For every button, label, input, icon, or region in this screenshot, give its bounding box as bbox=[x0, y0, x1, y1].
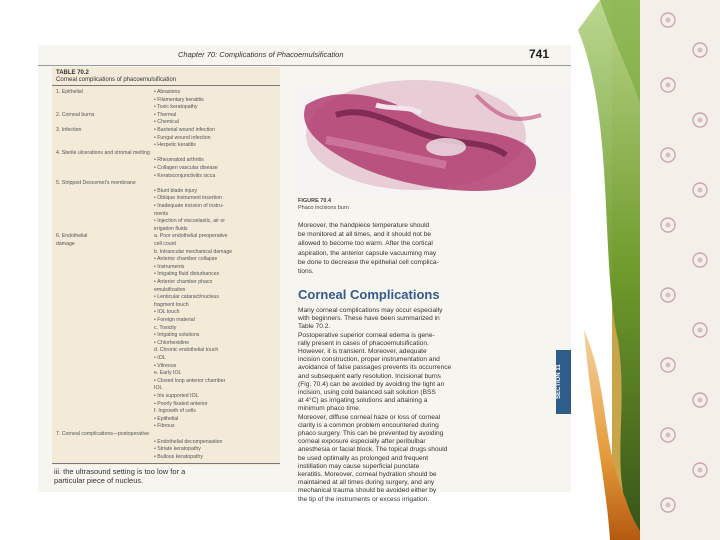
table-category: 7. Corneal complications—postoperative bbox=[56, 431, 150, 437]
table-category: 5. Stripped Descemet's membrane bbox=[56, 180, 136, 187]
table-item: • Chlorhexidine bbox=[154, 339, 189, 346]
table-item: • Anterior chamber collapse bbox=[154, 256, 218, 263]
section-heading: Corneal Complications bbox=[298, 287, 440, 302]
body-text-line: corneal exposure especially after peribulbar bbox=[298, 438, 426, 446]
table-item: • Closed loop anterior chamber bbox=[154, 377, 226, 384]
table-item: • Bacterial wound infection bbox=[154, 127, 215, 133]
table-item: • Chemical bbox=[154, 119, 179, 126]
table-rule-top bbox=[52, 85, 280, 86]
body-text-line: mechanical trauma should be avoided either by bbox=[298, 487, 437, 495]
table-item: • Injection of viscoelastic, air or bbox=[154, 218, 226, 225]
body-text-line: at 4°C) as irrigating solutions and attaining a bbox=[298, 397, 428, 405]
table-item: • Rheumatoid arthritis bbox=[154, 157, 204, 164]
table-item: • Endothelial decompensation bbox=[154, 438, 223, 445]
table-item: c. Toxicity bbox=[154, 324, 177, 331]
table-category: damage bbox=[56, 241, 75, 247]
table-category: 3. Infection bbox=[56, 127, 82, 133]
table-item: • Keratoconjunctivitis sicca bbox=[154, 172, 216, 179]
chapter-title: Chapter 70: Complications of Phacoemulsification bbox=[178, 50, 344, 59]
body-text-line: phaco surgery. This can be prevented by avoiding bbox=[298, 430, 444, 437]
table-item: • Anterior chamber phaco bbox=[154, 279, 213, 285]
table-category: 4. Sterile ulcerations and stromal melting bbox=[56, 149, 150, 156]
figure-caption: Phaco incisions burn bbox=[298, 205, 349, 211]
table-category: 1. Epithelial bbox=[56, 89, 83, 95]
body-text-line: incision, using cold balanced salt solution (BSS bbox=[298, 389, 436, 396]
page-number: 741 bbox=[528, 47, 549, 61]
table-item: IOL bbox=[154, 385, 163, 392]
table-item: emulsification bbox=[154, 286, 186, 293]
section-tab-label: SECTION 11 bbox=[556, 364, 562, 400]
body-text-line: with beginners. These have been summarized in bbox=[298, 315, 440, 323]
table-caption: Corneal complications of phacoemulsification bbox=[56, 77, 177, 83]
body-text-line: avoidance of false passages prevents its occurrence bbox=[298, 364, 452, 372]
figure-photo bbox=[296, 85, 571, 197]
table-item: • Filamentary keratitis bbox=[154, 96, 204, 103]
page-header bbox=[38, 45, 571, 66]
table-item: a. Poor endothelial preoperative bbox=[154, 233, 228, 240]
body-text-line: and subsequent early resolution. Incisional burns bbox=[298, 372, 441, 380]
table-item: d. Chronic endothelial touch bbox=[154, 347, 219, 354]
burn-photo-illustration bbox=[296, 85, 571, 197]
body-text-line: allowed to become too warm. After the cortical bbox=[298, 240, 433, 248]
table-item: b. Intraocular mechanical damage bbox=[154, 248, 233, 255]
body-text-line: clarity is a common problem encountered during bbox=[298, 421, 439, 429]
body-text-line: incision construction, proper instrumentation and bbox=[298, 356, 440, 364]
table-item: • Toxic keratopathy bbox=[154, 104, 198, 111]
table-item: • Epithelial bbox=[154, 415, 179, 422]
table-rule-bottom bbox=[52, 463, 280, 464]
book-page bbox=[38, 45, 571, 503]
body-text-line: tions. bbox=[298, 268, 314, 275]
table-item: e. Early IOL bbox=[154, 370, 182, 377]
table-item: • Herpetic keratitis bbox=[154, 142, 196, 149]
table-item: • IOL bbox=[154, 355, 166, 361]
body-text-line: maintained at all times during surgery, and any bbox=[298, 479, 435, 487]
body-text-line: rally present in cases of phacoemulsification. bbox=[298, 339, 429, 347]
table-item: • Fibrous bbox=[154, 423, 175, 430]
body-text-line: However, it is transient. Moreover, adequate bbox=[298, 348, 427, 355]
table-category: 2. Corneal burns bbox=[56, 111, 95, 118]
table-item: • Poorly fixated anterior bbox=[154, 400, 208, 407]
table-item: irrigation fluids bbox=[154, 225, 188, 232]
table-item: • Bullous keratopathy bbox=[154, 453, 203, 460]
body-text-line: Moreover, the handpiece temperature should bbox=[298, 222, 430, 229]
left-footer-line: particular piece of nucleus. bbox=[54, 476, 144, 485]
table-item: • Irrigating fluid disturbances bbox=[154, 271, 220, 278]
table-item: cell count bbox=[154, 241, 176, 247]
body-text-line: aspiration, the anterior capsule vacuuming may bbox=[298, 249, 437, 257]
body-text-line: be done to decrease the epithelial cell complica- bbox=[298, 258, 439, 266]
body-text-line: instillation may cause superficial punctate bbox=[298, 462, 420, 470]
table-item: • Collagen vascular disease bbox=[154, 165, 218, 171]
table-item: • Abrasions bbox=[154, 89, 181, 95]
table-item: • Fungal wound infection bbox=[154, 134, 211, 141]
table-item: • Thermal bbox=[154, 111, 177, 118]
body-text-line: Table 70.2. bbox=[298, 323, 331, 331]
body-text-line: minimum phaco time. bbox=[298, 405, 361, 413]
table-item: • Vitreous bbox=[154, 362, 177, 369]
table-item: • IOL touch bbox=[154, 309, 180, 316]
table-item: f. Ingrowth of cells bbox=[154, 408, 196, 415]
table-item: • Instruments bbox=[154, 263, 185, 270]
table-item: • Iris supported IOL bbox=[154, 393, 199, 399]
body-text-line: anesthesia or facial block. The topical drugs should bbox=[298, 446, 448, 454]
table-item: ments bbox=[154, 210, 169, 217]
left-footer-line: iii. the ultrasound setting is too low for a bbox=[54, 467, 186, 476]
body-text-line: the tip of the instruments or excess irrigation. bbox=[298, 495, 430, 503]
body-text-line: be used optimally as prolonged and frequent bbox=[298, 454, 429, 462]
table-label: TABLE 70.2 bbox=[56, 70, 89, 76]
table-item: fragment touch bbox=[154, 301, 189, 308]
table-category: 6. Endothelial bbox=[56, 233, 88, 240]
body-text-line: Many corneal complications may occur especially bbox=[298, 307, 443, 314]
table-item: • Inadequate incision of instru- bbox=[154, 203, 224, 209]
table-item: • Lenticular cataract/nucleus bbox=[154, 294, 219, 301]
table-item: • Irrigating solutions bbox=[154, 332, 200, 339]
table-item: • Striate keratopathy bbox=[154, 446, 201, 453]
figure-label: FIGURE 70.4 bbox=[298, 198, 332, 204]
body-text-line: Postoperative superior corneal edema is gene- bbox=[298, 331, 435, 339]
body-text-line: (Fig. 70.4) can be avoided by avoiding the tight an bbox=[298, 380, 445, 388]
table-item: • Foreign material bbox=[154, 317, 195, 323]
body-text-line: keratitis. Moreover, corneal hydration should be bbox=[298, 471, 437, 478]
body-text-line: Moreover, diffuse corneal haze or loss of corneal bbox=[298, 413, 441, 421]
table-item: • Oblique instrument insertion bbox=[154, 195, 222, 202]
body-text-line: be monitored at all times, and it should not be bbox=[298, 231, 432, 239]
table-item: • Blunt blade injury bbox=[154, 187, 198, 194]
